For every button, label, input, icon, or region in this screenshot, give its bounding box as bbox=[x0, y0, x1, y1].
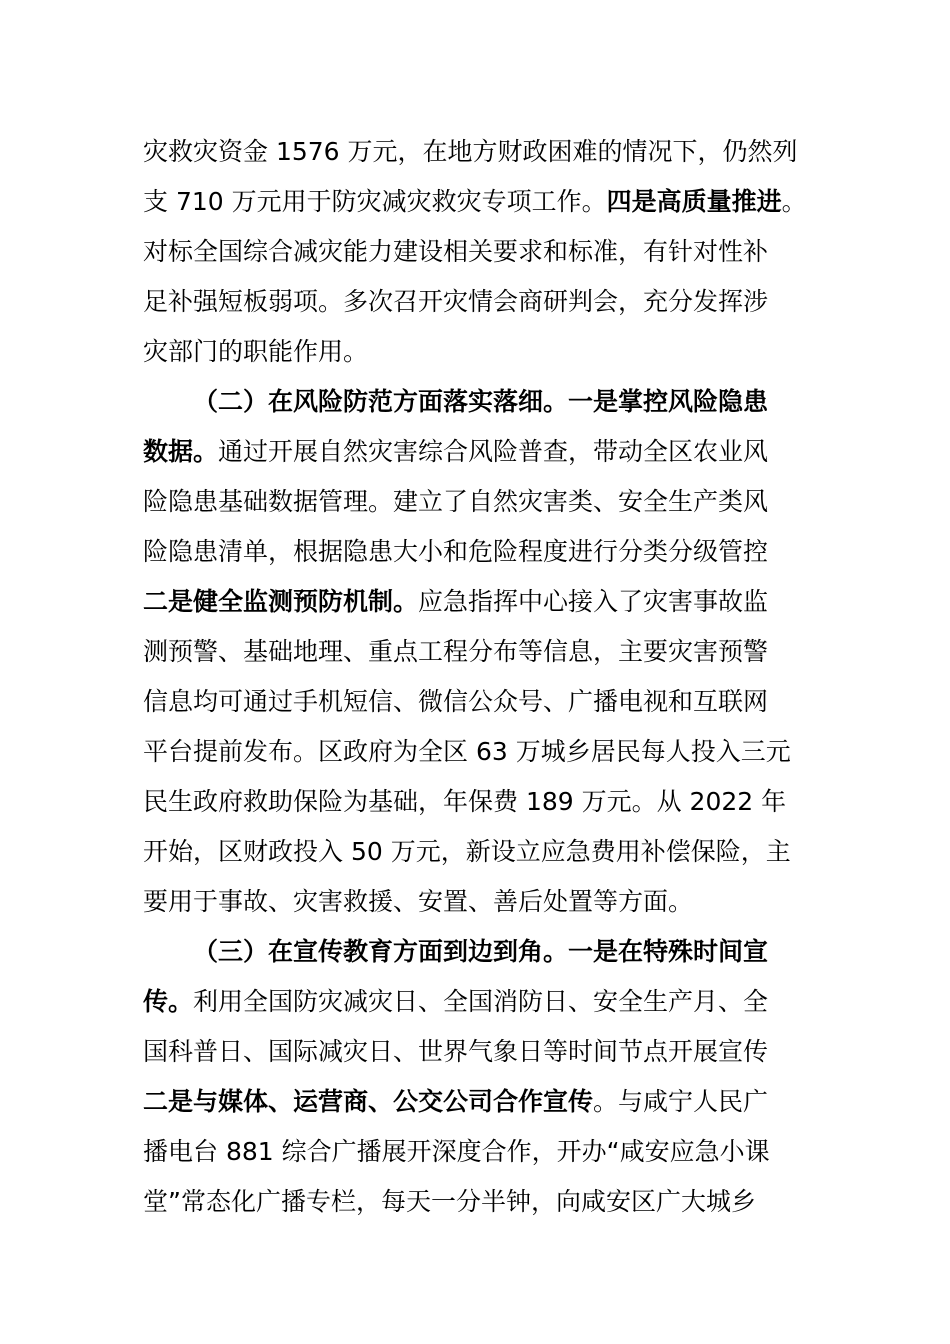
text-line bbox=[143, 477, 768, 527]
text-segment: 堂”常态化广播专栏，每天一分半钟，向咸安区广大城乡 bbox=[143, 1187, 756, 1216]
text-segment: 要用于事故、灾害救援、安置、善后处置等方面。 bbox=[143, 887, 694, 916]
text-segment: 。 bbox=[781, 187, 807, 216]
text-segment: 国科普日、国际减灾日、世界气象日等时间节点开展宣传 bbox=[143, 1037, 769, 1066]
text-line bbox=[143, 577, 768, 627]
text-segment: 播电台 881 综合广播展开深度合作，开办“咸安应急小课 bbox=[143, 1137, 770, 1166]
text-segment: 通过开展自然灾害综合风险普查，带动全区农业风 bbox=[218, 437, 769, 466]
text-segment: 险隐患清单，根据隐患大小和危险程度进行分类分级管控 bbox=[143, 537, 769, 566]
text-line bbox=[143, 527, 768, 577]
text-line bbox=[193, 377, 768, 427]
text-line bbox=[143, 277, 768, 327]
text-line bbox=[193, 927, 768, 977]
text-line bbox=[143, 177, 807, 227]
text-line bbox=[143, 1027, 768, 1077]
text-segment: 灾部门的职能作用。 bbox=[143, 337, 369, 366]
bold-text-segment: 四是高质量推进 bbox=[606, 187, 782, 216]
text-line bbox=[143, 327, 368, 377]
text-segment: 平台提前发布。区政府为全区 63 万城乡居民每人投入三元 bbox=[143, 737, 791, 766]
text-segment: 。与咸宁人民广 bbox=[593, 1087, 769, 1116]
text-segment: 灾救灾资金 1576 万元，在地方财政困难的情况下，仍然列 bbox=[143, 137, 798, 166]
bold-text-segment: 数据。 bbox=[143, 437, 219, 466]
bold-text-segment: 传。 bbox=[143, 987, 194, 1016]
text-segment: 信息均可通过手机短信、微信公众号、广播电视和互联网 bbox=[143, 687, 769, 716]
text-segment: 开始，区财政投入 50 万元，新设立应急费用补偿保险，主 bbox=[143, 837, 791, 866]
text-line bbox=[143, 227, 768, 277]
bold-text-segment: 二是健全监测预防机制。 bbox=[143, 587, 419, 616]
text-segment: 支 710 万元用于防灾减灾救灾专项工作。 bbox=[143, 187, 607, 216]
text-line bbox=[143, 977, 768, 1027]
text-line bbox=[143, 627, 768, 677]
text-segment: 应急指挥中心接入了灾害事故监 bbox=[418, 587, 769, 616]
bold-text-segment: （二）在风险防范方面落实落细。一是掌控风险隐患 bbox=[193, 387, 769, 416]
text-line bbox=[143, 127, 798, 177]
text-line bbox=[143, 1177, 756, 1227]
text-line bbox=[143, 827, 791, 877]
text-segment: 足补强短板弱项。多次召开灾情会商研判会，充分发挥涉 bbox=[143, 287, 769, 316]
bold-text-segment: （三）在宣传教育方面到边到角。一是在特殊时间宣 bbox=[193, 937, 769, 966]
text-segment: 险隐患基础数据管理。建立了自然灾害类、安全生产类风 bbox=[143, 487, 769, 516]
text-line bbox=[143, 777, 786, 827]
text-line bbox=[143, 1077, 768, 1127]
text-line bbox=[143, 427, 768, 477]
text-line bbox=[143, 677, 768, 727]
text-segment: 对标全国综合减灾能力建设相关要求和标准，有针对性补 bbox=[143, 237, 769, 266]
text-segment: 民生政府救助保险为基础，年保费 189 万元。从 2022 年 bbox=[143, 787, 787, 816]
text-line bbox=[143, 1127, 770, 1177]
text-line bbox=[143, 727, 791, 777]
text-segment: 测预警、基础地理、重点工程分布等信息，主要灾害预警 bbox=[143, 637, 769, 666]
text-line bbox=[143, 877, 693, 927]
text-segment: 利用全国防灾减灾日、全国消防日、安全生产月、全 bbox=[193, 987, 769, 1016]
bold-text-segment: 二是与媒体、运营商、公交公司合作宣传 bbox=[143, 1087, 594, 1116]
